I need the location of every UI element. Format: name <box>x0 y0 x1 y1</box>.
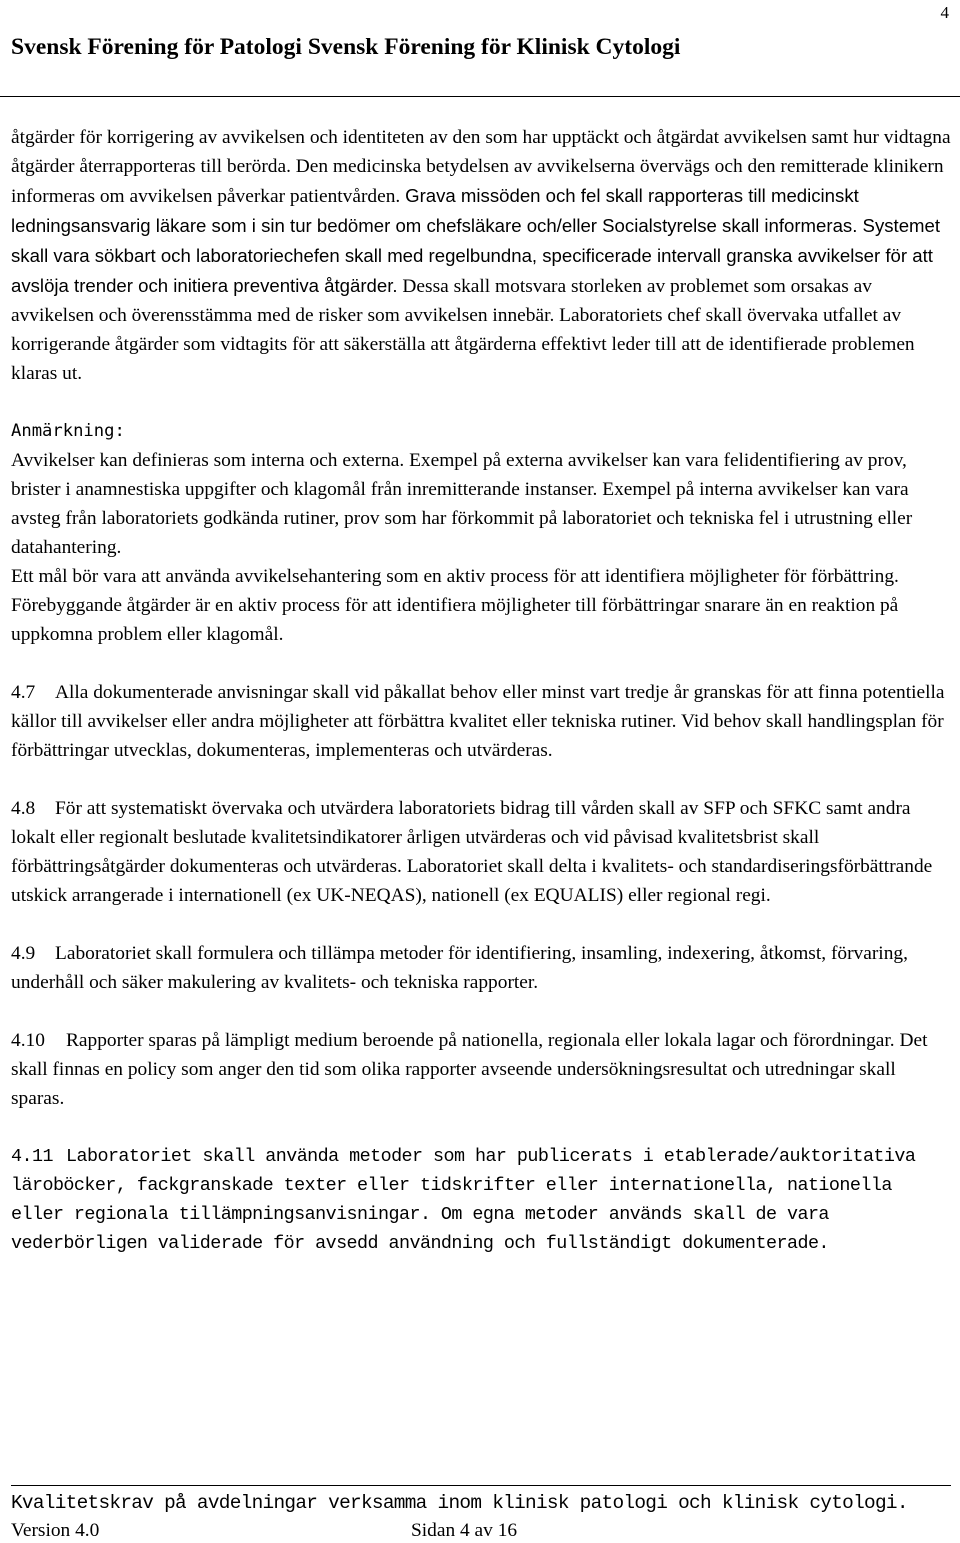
header-divider <box>0 96 960 97</box>
section-number: 4.9 <box>11 943 36 964</box>
document-body <box>11 123 953 1258</box>
footer-document-title: Kvalitetskrav på avdelningar verksamma inom klinisk patologi och klinisk cytologi. <box>11 1492 908 1514</box>
continuation-paragraph <box>11 123 953 388</box>
note-paragraph-2: Ett mål bör vara att använda avvikelsehantering som en aktiv process för att identifiera möjligheter för förbättring. Förebyggande åtgärder är en aktiv process för att identifiera möjligheter till förbättringar snarare än en reaktion på uppkomna problem eller klagomål. <box>11 566 899 645</box>
continuation-text-3: Dessa skall motsvara storleken av problemet som orsakas av avvikelsen och överensstämma med de risker som avvikelsen innebär. Laboratoriets chef skall övervaka utfallet av korrigerande åtgärder som vidtagits för att säkerställa att åtgärderna effektivt leder till att de identifierade problemen klaras ut. <box>11 276 915 384</box>
section-number: 4.11 <box>11 1146 53 1167</box>
note-paragraph-1: Avvikelser kan definieras som interna och externa. Exempel på externa avvikelser kan vara felidentifiering av prov, brister i anamnestiska uppgifter och klagomål från inremitterande instanser. Exempel på interna avvikelser kan vara avsteg från laboratoriets godkända rutiner, prov som har förkommit på laboratoriet och tekniska fel i utrustning eller datahantering. <box>11 450 913 558</box>
document-header-title: Svensk Förening för Patologi Svensk Förening för Klinisk Cytologi <box>11 34 681 60</box>
continuation-text-2: Grava missöden och fel skall rapporteras till medicinskt ledningsansvarig läkare som i sin tur bedömer om chefsläkare och/eller Socialstyrelse skall informeras. Systemet skall vara sökbart och laboratoriechefen skall med regelbundna, specificerade intervall granska avvikelser för att avslöja trender och initiera preventiva åtgärder. <box>11 185 941 296</box>
note-heading: Anmärkning: <box>11 421 125 441</box>
section-number: 4.7 <box>11 682 36 703</box>
section-text: Laboratoriet skall formulera och tillämpa metoder för identifiering, insamling, indexering, åtkomst, förvaring, underhåll och säker makulering av kvalitets- och tekniska rapporter. <box>11 943 908 993</box>
section-text: Laboratoriet skall använda metoder som har publicerats i etablerade/auktoritativa läroböcker, fackgranskade texter eller tidskrifter eller internationella, nationella eller regionala tillämpningsanvisningar. Om egna metoder används skall de vara vederbörligen validerade för avsedd användning och fullständigt dokumenterade. <box>11 1146 916 1254</box>
section-number: 4.8 <box>11 798 36 819</box>
section-4-8 <box>11 794 953 910</box>
section-text: Rapporter sparas på lämpligt medium beroende på nationella, regionala eller lokala lagar och förordningar. Det skall finnas en policy som anger den tid som olika rapporter avseende undersökningsresultat och utredningar skall sparas. <box>11 1030 928 1109</box>
footer-divider <box>11 1485 951 1486</box>
section-4-9 <box>11 939 953 997</box>
section-4-10 <box>11 1026 953 1113</box>
section-text: Alla dokumenterade anvisningar skall vid påkallat behov eller minst vart tredje år granskas för att finna potentiella källor till avvikelser eller andra möjligheter att förbättra kvalitet eller tekniska rutiner. Vid behov skall handlingsplan för förbättringar utvecklas, dokumenteras, implementeras och utvärderas. <box>11 682 945 761</box>
footer-page-indicator: Sidan 4 av 16 <box>411 1520 518 1541</box>
page-number: 4 <box>940 3 949 22</box>
section-4-7 <box>11 678 953 765</box>
continuation-text-1: åtgärder för korrigering av avvikelsen och identiteten av den som har upptäckt och åtgärdat avvikelsen samt hur vidtagna åtgärder återrapporteras till berörda. Den medicinska betydelsen av avvikelserna övervägs och den remitterade klinikern informeras om avvikelsen påverkar patientvården. <box>11 127 951 207</box>
section-number: 4.10 <box>11 1030 45 1051</box>
section-text: För att systematiskt övervaka och utvärdera laboratoriets bidrag till vården skall av SFP och SFKC samt andra lokalt eller regionalt beslutade kvalitetsindikatorer årligen utvärderas och vid påvisad kvalitetsbrist skall förbättringsåtgärder dokumenteras och utvärderas. Laboratoriet skall delta i kvalitets- och standardiseringsförbättrande utskick arrangerade i internationell (ex UK-NEQAS), nationell (ex EQUALIS) eller regional regi. <box>11 798 933 906</box>
footer-version: Version 4.0 <box>11 1520 100 1541</box>
section-4-11 <box>11 1142 953 1258</box>
